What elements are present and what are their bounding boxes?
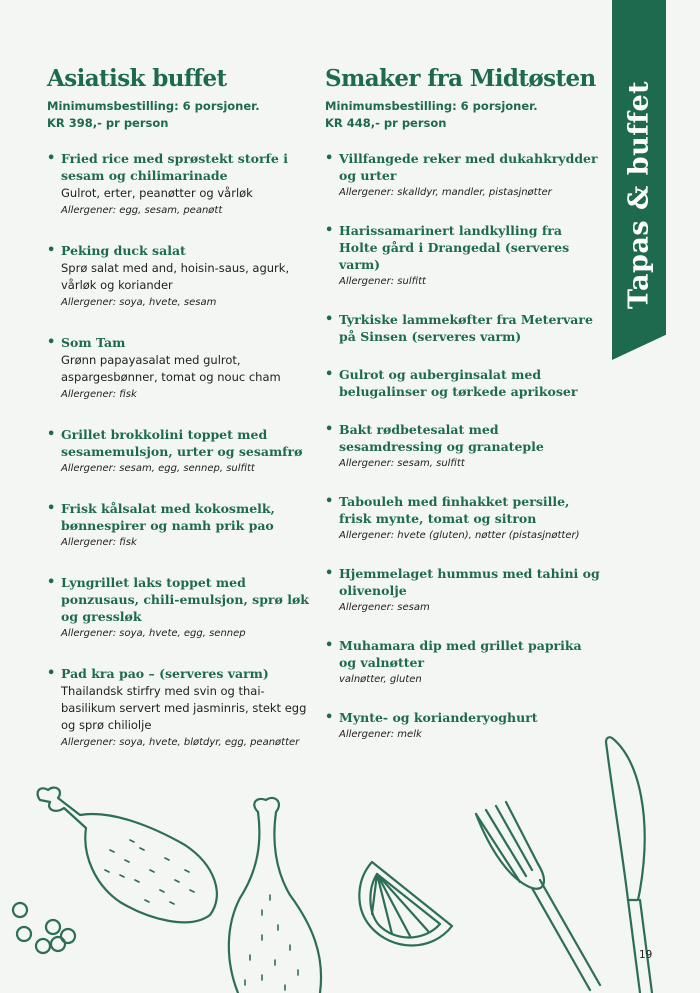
peas-icon <box>13 903 75 953</box>
menu-item-name: Muhamara dip med grillet paprika og valnøtter <box>339 638 582 670</box>
bullet-icon: • <box>325 151 334 166</box>
fork-icon <box>476 802 600 990</box>
lemon-slice-icon <box>359 862 452 946</box>
middle-east-menu-list <box>325 150 600 743</box>
bullet-icon: • <box>325 223 334 238</box>
menu-item <box>47 574 312 642</box>
menu-item <box>325 222 600 290</box>
menu-item-allergens: valnøtter, gluten <box>339 674 422 685</box>
menu-item <box>47 500 312 551</box>
menu-item <box>325 637 600 688</box>
asian-buffet-min-order: Minimumsbestilling: 6 porsjoner. <box>47 99 260 113</box>
menu-item <box>47 334 312 403</box>
bullet-icon: • <box>47 575 56 590</box>
asian-buffet-price: KR 398,- pr person <box>47 116 169 130</box>
menu-item-name: Tyrkiske lammekøfter fra Metervare på Sinsen (serveres varm) <box>339 312 593 344</box>
menu-item-allergens: Allergener: sulfitt <box>339 276 426 287</box>
bullet-icon: • <box>47 151 56 166</box>
menu-item-name: Som Tam <box>61 335 126 350</box>
asian-buffet-title: Asiatisk buffet <box>47 65 227 92</box>
menu-item-name: Grillet brokkolini toppet med sesamemulsjon, urter og sesamfrø <box>61 427 303 459</box>
menu-item-name: Villfangede reker med dukahkrydder og urter <box>339 151 598 183</box>
asian-buffet-section <box>47 62 312 751</box>
menu-item <box>325 366 600 400</box>
menu-item-name: Tabouleh med finhakket persille, frisk mynte, tomat og sitron <box>339 494 570 526</box>
page-number: 19 <box>639 949 653 961</box>
menu-item-name: Gulrot og auberginsalat med belugalinser og tørkede aprikoser <box>339 367 578 399</box>
middle-east-title: Smaker fra Midtøsten <box>325 65 596 92</box>
bullet-icon: • <box>325 494 334 509</box>
bullet-icon: • <box>47 335 56 350</box>
menu-item <box>325 421 600 472</box>
menu-item <box>47 242 312 311</box>
menu-item-allergens: Allergener: sesam, sulfitt <box>339 458 465 469</box>
middle-east-min-order: Minimumsbestilling: 6 porsjoner. <box>325 99 538 113</box>
menu-item-name: Harissamarinert landkylling fra Holte gård i Drangedal (serveres varm) <box>339 223 570 272</box>
middle-east-section <box>325 62 600 743</box>
menu-item-name: Frisk kålsalat med kokosmelk, bønnespirer og namh prik pao <box>61 501 275 533</box>
menu-item-name: Hjemmelaget hummus med tahini og olivenolje <box>339 566 600 598</box>
menu-item-allergens: Allergener: sesam, egg, sennep, sulfitt <box>61 463 255 474</box>
middle-east-price: KR 448,- pr person <box>325 116 447 130</box>
food-illustrations <box>0 730 700 993</box>
bullet-icon: • <box>325 566 334 581</box>
bullet-icon: • <box>47 666 56 681</box>
bullet-icon: • <box>325 367 334 382</box>
menu-item-name: Bakt rødbetesalat med sesamdressing og granateple <box>339 422 544 454</box>
menu-item-allergens: Allergener: fisk <box>61 389 137 400</box>
menu-item <box>325 150 600 201</box>
menu-item-name: Peking duck salat <box>61 243 186 258</box>
menu-item <box>47 426 312 477</box>
menu-item-description: Grønn papayasalat med gulrot, aspargesbønner, tomat og nouc cham <box>61 353 281 384</box>
menu-item <box>325 565 600 616</box>
chicken-leg-icon <box>229 798 321 993</box>
menu-item <box>325 493 600 544</box>
menu-item-description: Thailandsk stirfry med svin og thai-basilikum servert med jasminris, stekt egg og sprø chiliolje <box>61 684 307 732</box>
menu-item <box>47 150 312 219</box>
bullet-icon: • <box>325 638 334 653</box>
menu-item-allergens: Allergener: melk <box>339 729 422 740</box>
menu-item-allergens: Allergener: soya, hvete, egg, sennep <box>61 628 246 639</box>
bullet-icon: • <box>47 501 56 516</box>
side-tab-label: Tapas & buffet <box>623 80 655 310</box>
menu-item-description: Sprø salat med and, hoisin-saus, agurk, vårløk og koriander <box>61 261 290 292</box>
menu-item-allergens: Allergener: fisk <box>61 537 137 548</box>
menu-item-description: Gulrot, erter, peanøtter og vårløk <box>61 186 253 200</box>
menu-item <box>325 311 600 345</box>
menu-item-name: Fried rice med sprøstekt storfe i sesam og chilimarinade <box>61 151 288 183</box>
menu-item-allergens: Allergener: soya, hvete, bløtdyr, egg, peanøtter <box>61 737 300 748</box>
bullet-icon: • <box>325 710 334 725</box>
asian-buffet-menu-list <box>47 150 312 751</box>
menu-item-allergens: Allergener: sesam <box>339 602 430 613</box>
menu-item-name: Pad kra pao – (serveres varm) <box>61 666 269 681</box>
menu-item-allergens: Allergener: hvete (gluten), nøtter (pistasjnøtter) <box>339 530 580 541</box>
menu-item-allergens: Allergener: skalldyr, mandler, pistasjnøtter <box>339 187 552 198</box>
chicken-drumstick-icon <box>38 788 217 923</box>
menu-item-allergens: Allergener: soya, hvete, sesam <box>61 297 217 308</box>
bullet-icon: • <box>47 243 56 258</box>
menu-item-name: Lyngrillet laks toppet med ponzusaus, chili-emulsjon, sprø løk og gressløk <box>61 575 309 624</box>
bullet-icon: • <box>47 427 56 442</box>
bullet-icon: • <box>325 422 334 437</box>
menu-item-allergens: Allergener: egg, sesam, peanøtt <box>61 205 223 216</box>
menu-item-name: Mynte- og korianderyoghurt <box>339 710 538 725</box>
bullet-icon: • <box>325 312 334 327</box>
